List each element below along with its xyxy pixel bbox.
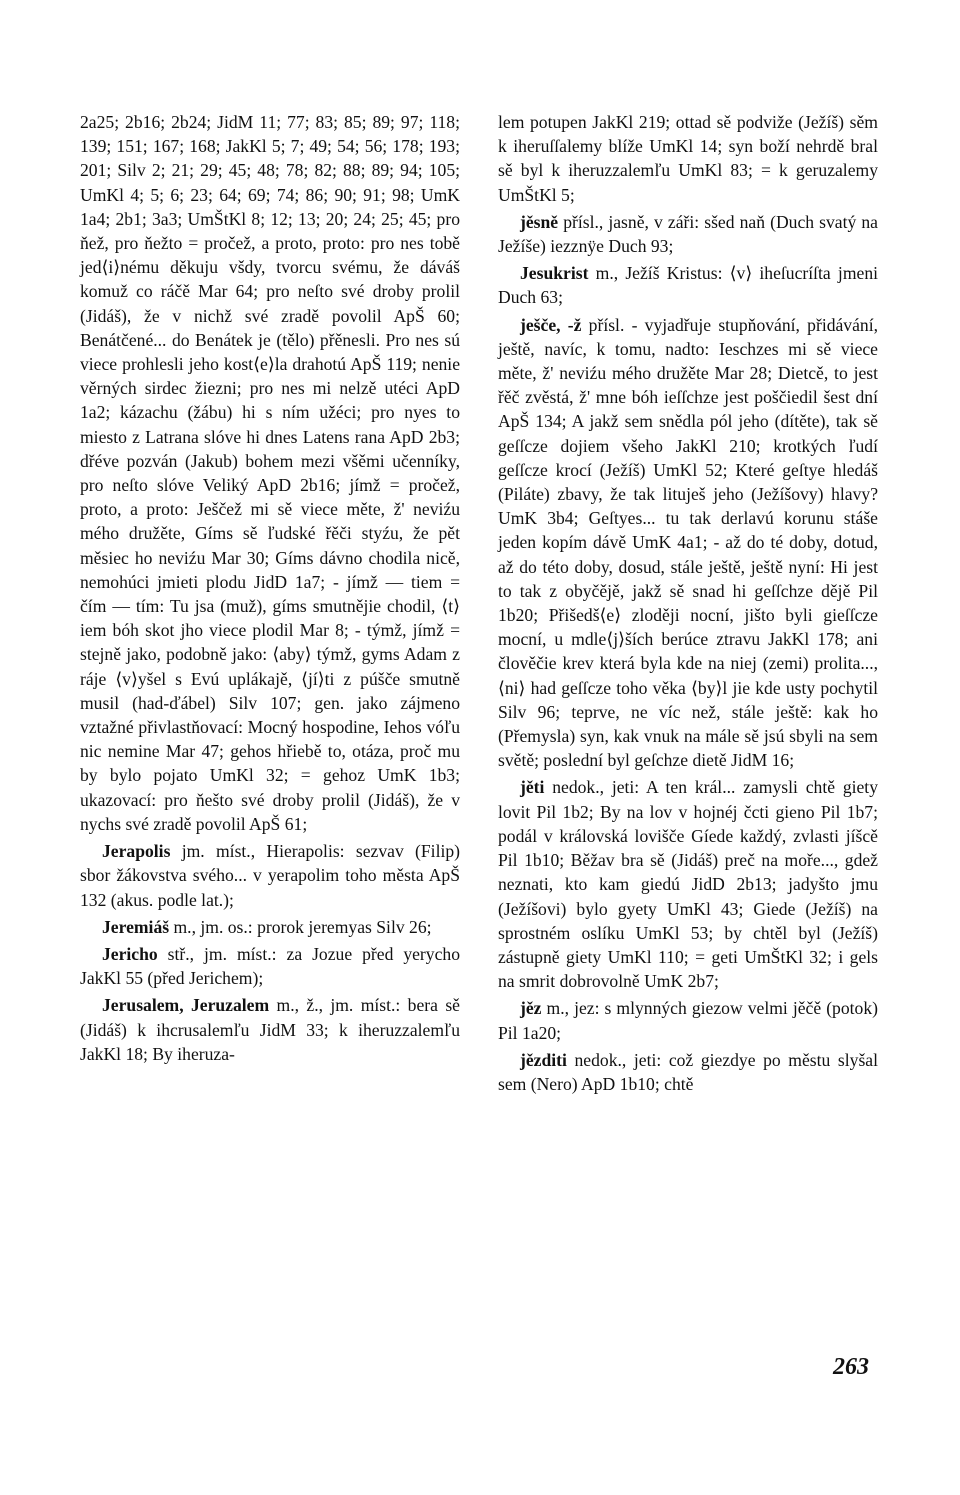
entry-jerapolis xyxy=(80,839,460,912)
entry-text: 2a25; 2b16; 2b24; JidM 11; 77; 83; 85; 89; 97; 118; 139; 151; 167; 168; JakKl 5; 7; 49; 54; 56; 178; 193; 201; Silv 2; 21; 29; 45; 48; 78; 82; 88; 89; 94; 105; UmKl 4; 5; 6; 23; 64; 69; 74; 86; 90; 91; 98; UmK 1a4; 2b1; 3a3; UmŠtKl 8; 12; 13; 20; 24; 25; 45; pro ňež, pro ňežto = pročež, a proto, proto: pro nes tobě jed⟨i⟩nému děkuju všdy, tvorcu svému, že dáváš komuž co ráčě Mar 64; pro neſto své droby prolil (Jidáš), že v nichž své zradě povolil ApŠ 60; Benátčené... do Benátek je (tělo) přěnesli. Pro nes sú viece prohlesli jeho kost⟨e⟩la drahotú ApŠ 119; nenie věrných sirdec žiezni; pro nes mi nelzě utéci ApD 1a2; kázachu (žábu) hi s ním užéci; pro nyes to miesto z Latrana slóve hi dnes Latens rana ApD 2b3; dřéve pozván (Jakub) bohem mezi všěmi učenníky, pro neſto slóve Veliký ApD 2b16; jímž = pročež, proto, a proto: Ješčež mi sě viece měte, ž' neviźu mého družěte, Gíms sě ľudské řěči styźu, že pět měsiec ho neviźu Mar 30; Gíms dávno chodila nicě, nemohúci jmieti plodu JidD 1a7; - jímž — tiem = čím — tím: Tu jsa (muž), gíms smutnějie chodil, ⟨t⟩iem bóh skot jho viece plodil Mar 8; - týmž, jímž = stejně jako, podobně jako: ⟨aby⟩ týmž, gyms Adam z ráje ⟨v⟩yšel s Evú uplákajě, ⟨jí⟩ti z púšče smutně musil (had-ďábel) Silv 107; gen. jako zájmeno vztažné přivlastňovací: Mocný hospodine, Iehos vóľu nic nemine Mar 47; gehos hřiebě to, otáza, proč mu by bylo pojato UmKl 32; = gehoz UmK 1b3; ukazovací: pro ňešto své droby prolil (Jidáš), že v nychs své zradě povolil ApŠ 61; xyxy=(80,112,460,834)
headword: jěti xyxy=(520,777,545,798)
entry-continuation xyxy=(498,110,878,207)
entry-text: stř., jm. míst.: za Jozue před yerycho JakKl 55 (před Jerichem); xyxy=(80,943,460,989)
left-column xyxy=(80,110,460,1069)
entry-jez xyxy=(498,996,878,1044)
entry-text: lem potupen JakKl 219; ottad sě podviže (Ježíš) sěm k iheruſſalemy blíže UmKl 14; syn boží nehrdě bral sě byl k iheruzzalemľu UmKl 83; = k geruzalemy UmŠtKl 5; xyxy=(498,112,878,205)
entry-jericho xyxy=(80,942,460,990)
headword: Jeremiáš xyxy=(102,916,170,937)
entry-text: nedok., jeti: což giezdye po městu slyšal sem (Nero) ApD 1b10; chtě xyxy=(498,1049,878,1094)
headword: Jesukrist xyxy=(520,263,589,284)
headword: jězditi xyxy=(520,1049,567,1070)
entry-jeremias xyxy=(80,915,460,939)
page-number: 263 xyxy=(833,1354,869,1380)
entry-text: přísl. - vyjadřuje stupňování, přidávání, ještě, navíc, k tomu, nadto: Ieschzes mi sě viece měte, ž' neviźu mého družěte Mar 28; Dietcě, to jest řěč zvěstá, ž' mne bóh ieſſchze jest poščiedil šest dní ApŠ 134; A jakž sem snědla pól jeho (dítěte), tak sě geſſcze dojiem všeho JakKl 210; krotkých ľudí geſſcze krocí (Ježíš) UmKl 52; Které geſtye hledáš (Piláte) zbavy, že tak lituješ jeho (Ježíšovy) hlavy? UmK 3b4; Geſtyes... tu tak derlavú korunu stáše jeden kopím dávě UmK 4a1; - až do té doby, dotud, až do této doby, dosud, stále ještě, ještě nyní: Hi jest to tak z obyčějě, jakž sě snad hi geſſchze dějě Pil 1b20; Přišedš⟨e⟩ zloději nocní, jišto byli gieſſcze mocní, u mdle⟨j⟩ších berúce ztravu JakKl 178; ani člověčie krev která byla kde na niej (zemi) prolita..., ⟨ni⟩ had geſſcze toho věka ⟨by⟩l jie kde usty pochytil Silv 96; teprve, ne víc než, stále ještě: kak ho (Přemysla) syn, kak vnuk na mále sě jsú sbyli na sem světě; poslední byl geſchze dietě JidM 16; xyxy=(498,314,878,771)
headword: jěsně xyxy=(520,211,559,232)
entry-jerusalem xyxy=(80,993,460,1066)
entry-text: nedok., jeti: A ten král... zamysli chtě giety lovit Pil 1b2; By na lov v hojnéj čcti gieno Pil 1b7; podál v královská lovišče Gíede každý, zvlasti jíšcě Pil 1b10; Běžav bra sě (Jidáš) preč na moře..., gdež neznati, kto kam giedú JidD 2b13; jadyšto jmu (Ježíšovi) bylo gyety UmKl 43; Giede (Ježíš) na sprostném oslíku UmKl 53; by chtěl byl (Ježíš) zástupně giety UmKl 110; = geti UmŠtKl 32; i gels na smrit dobrovolně UmK 2b7; xyxy=(498,777,878,992)
entry-text: přísl., jasně, v záři: sšed naň (Duch svatý na Ježíše) iezznÿe Duch 93; xyxy=(498,211,878,257)
entry-jesukrist xyxy=(498,261,878,309)
entry-text: jm. míst., Hierapolis: sezvav (Filip) sbor žákovstva svého... v yerapolim toho města ApŠ 132 (akus. podle lat.); xyxy=(80,841,460,910)
entry-text: m., ž., jm. míst.: bera sě (Jidáš) k ihcrusalemľu JidM 33; k iheruzzalemľu JakKl 18; By iheruza- xyxy=(80,995,460,1064)
entry-continuation xyxy=(80,110,460,836)
entry-text: m., jm. os.: prorok jeremyas Silv 26; xyxy=(169,916,432,937)
entry-jeti xyxy=(498,775,878,993)
headword: Jerusalem, Jeruzalem xyxy=(102,995,270,1016)
headword: Jerapolis xyxy=(102,841,171,862)
headword: ješče, -ž xyxy=(520,314,582,335)
entry-jesce xyxy=(498,313,878,773)
entry-text: m., Ježíš Kristus: ⟨v⟩ iheſucríſta jmeni Duch 63; xyxy=(498,263,878,308)
headword: jěz xyxy=(520,998,542,1019)
headword: Jericho xyxy=(102,943,158,964)
entry-jezditi xyxy=(498,1048,878,1096)
right-column xyxy=(498,110,878,1099)
entry-jesne xyxy=(498,210,878,258)
entry-text: m., jez: s mlynných giezow velmi jěčě (potok) Pil 1a20; xyxy=(498,998,878,1043)
